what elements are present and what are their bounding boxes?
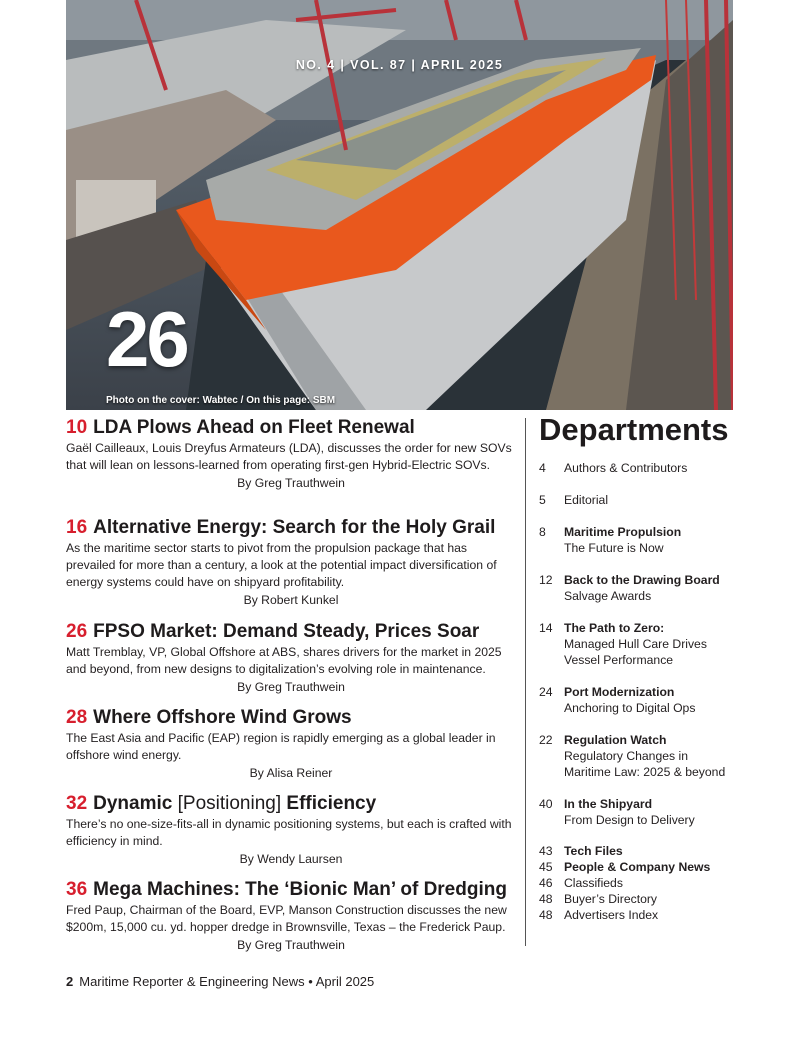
article-byline: By Robert Kunkel [243,593,339,607]
article-byline: By Greg Trauthwein [237,680,345,694]
article-title: 10 LDA Plows Ahead on Fleet Renewal [66,417,415,438]
article-title: 26 FPSO Market: Demand Steady, Prices Soar [66,621,480,642]
article-title: 16 Alternative Energy: Search for the Holy Grail [66,517,496,538]
article-28[interactable] [66,706,516,782]
article-description: Fred Paup, Chairman of the Board, EVP, Manson Construction discusses the new $200m, 15,000 cu. yd. hopper dredge in Brownsville, Texas – the Frederick Paup. [66,903,507,934]
photo-credit: Photo on the cover: Wabtec / On this page: SBM [106,395,336,406]
article-32[interactable] [66,792,516,868]
article-byline: By Wendy Laursen [239,852,343,866]
departments-heading: Departments [539,412,729,447]
issue-line: NO. 4 | VOL. 87 | APRIL 2025 [295,58,504,72]
article-description: The East Asia and Pacific (EAP) region is rapidly emerging as a global leader in offshore wind energy. [66,731,496,762]
article-description: Gaël Cailleaux, Louis Dreyfus Armateurs (LDA), discusses the order for new SOVs that will lean on lessons-learned from operating first-gen Hybrid-Electric SOVs. [66,441,512,472]
footer-page-number: 2 [66,974,74,989]
feature-page-number: 26 [106,295,187,383]
article-title: 32 Dynamic [Positioning] Efficiency [66,793,377,814]
page-footer [66,974,374,989]
article-36[interactable] [66,878,516,954]
cover-photo [66,0,733,410]
article-16[interactable] [66,516,516,609]
article-26[interactable] [66,620,516,696]
footer-text: Maritime Reporter & Engineering News • April 2025 [79,974,375,989]
column-divider [525,418,526,946]
article-title: 36 Mega Machines: The ‘Bionic Man’ of Dredging [66,879,507,900]
article-byline: By Greg Trauthwein [237,476,345,490]
article-description: There’s no one-size-fits-all in dynamic positioning systems, but each is crafted with efficiency in mind. [66,817,512,848]
article-byline: By Alisa Reiner [249,766,333,780]
article-title: 28 Where Offshore Wind Grows [66,707,352,728]
article-byline: By Greg Trauthwein [237,938,345,952]
article-description: As the maritime sector starts to pivot from the propulsion package that has prevailed for more than a century, a look at the potential impact diversification of energy systems could have on shipyard profitability. [66,541,497,589]
article-10[interactable] [66,416,516,492]
article-description: Matt Tremblay, VP, Global Offshore at ABS, shares drivers for the market in 2025 and beyond, from new designs to digitalization’s evolving role in maintenance. [66,645,502,676]
